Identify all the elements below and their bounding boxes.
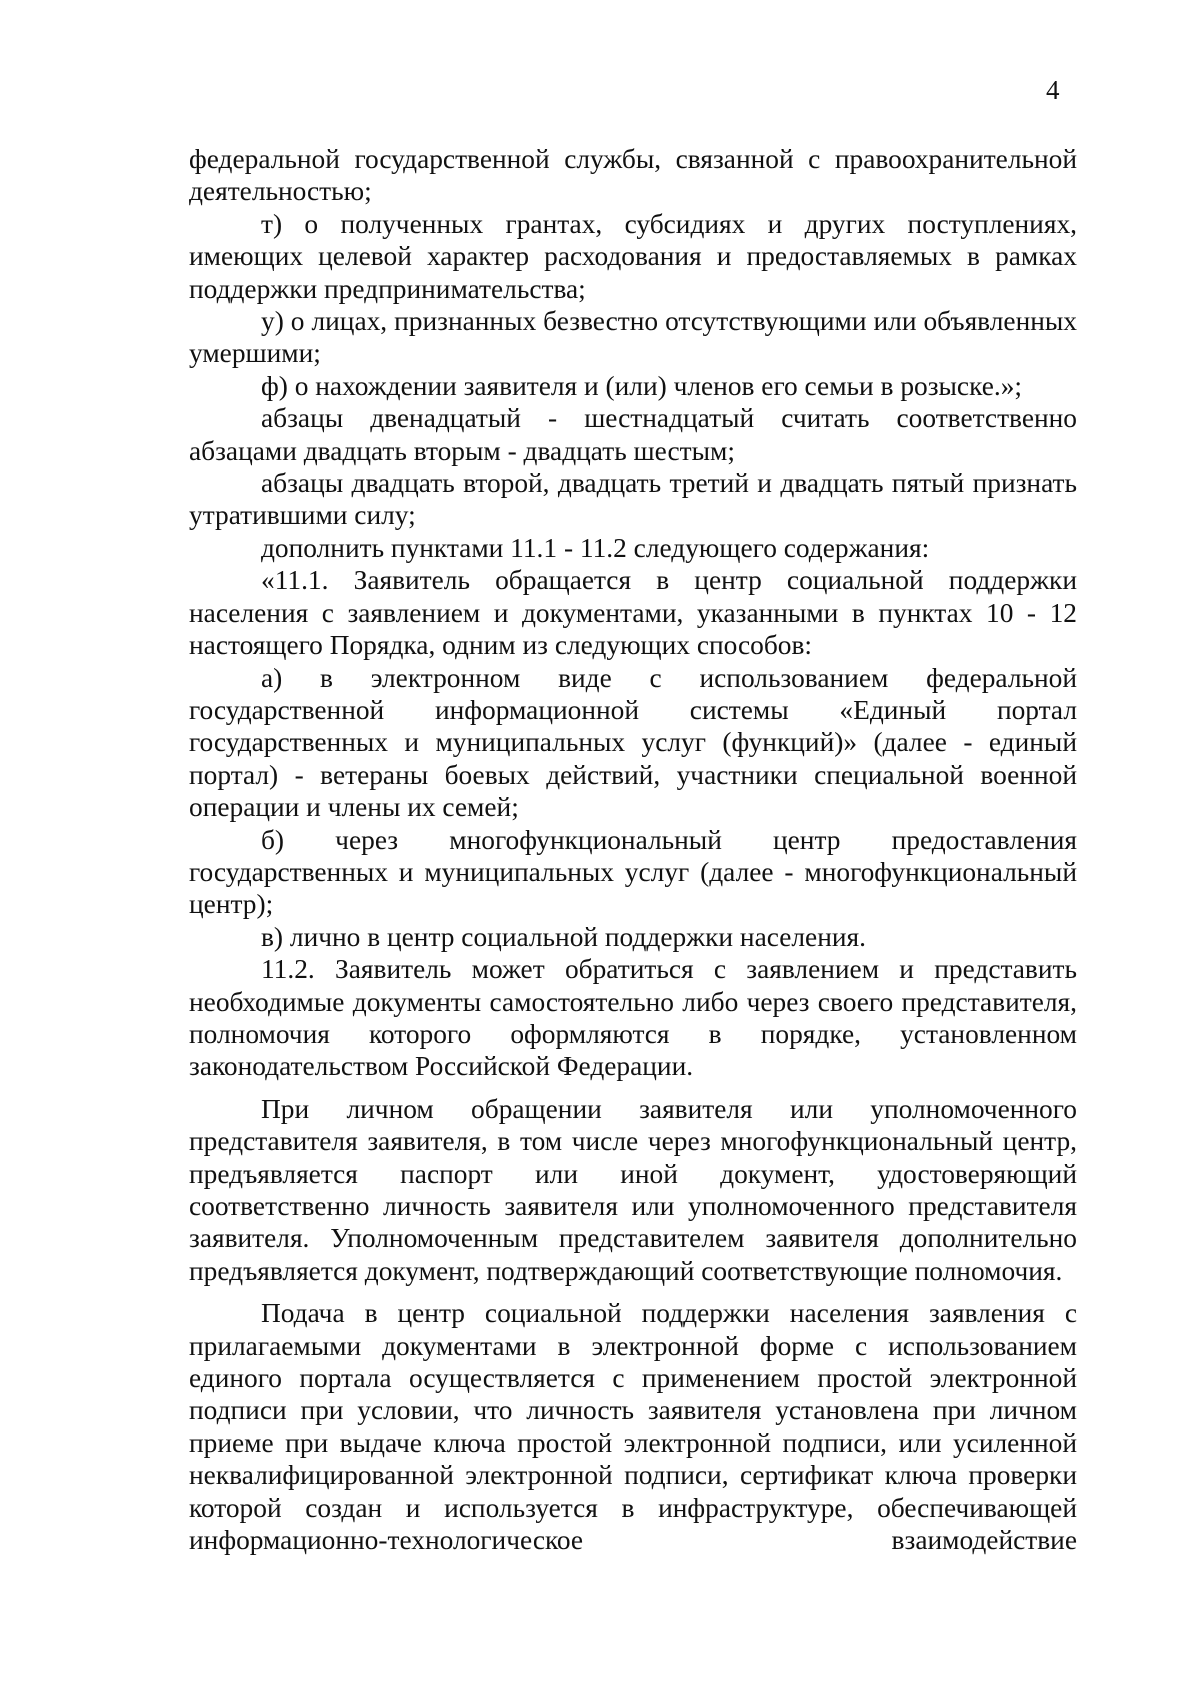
paragraph: абзацы двадцать второй, двадцать третий и двадцать пятый признать утратившими силу;	[189, 468, 1077, 531]
paragraph: т) о полученных грантах, субсидиях и других поступлениях, имеющих целевой характер расходования и предоставляемых в рамках поддержки предпринимательства;	[189, 208, 1077, 304]
document-body	[189, 143, 1077, 1556]
paragraph: Подача в центр социальной поддержки населения заявления с прилагаемыми документами в электронной форме с использованием единого портала осуществляется с применением простой электронной подписи при условии, что личность заявителя установлена при личном приеме при выдаче ключа простой электронной подписи, или усиленной неквалифицированной электронной подписи, сертификат ключа проверки которой создан и используется в инфраструктуре, обеспечивающей информационно-технологическое взаимодействие	[189, 1298, 1077, 1556]
paragraph: ф) о нахождении заявителя и (или) членов его семьи в розыске.»;	[261, 370, 1023, 401]
paragraph: б) через многофункциональный центр предоставления государственных и муниципальных услуг (далее - многофункциональный центр);	[189, 824, 1077, 920]
paragraph: дополнить пунктами 11.1 - 11.2 следующего содержания:	[261, 532, 930, 563]
paragraph: а) в электронном виде с использованием федеральной государственной информационной системы «Единый портал государственных и муниципальных услуг (функций)» (далее - единый портал) - ветераны боевых действий, участники специальной военной операции и члены их семей;	[189, 662, 1077, 823]
paragraph: в) лично в центр социальной поддержки населения.	[261, 921, 866, 952]
paragraph: федеральной государственной службы, связанной с правоохранительной деятельностью;	[189, 144, 1077, 207]
paragraph: 11.2. Заявитель может обратиться с заявлением и представить необходимые документы самостоятельно либо через своего представителя, полномочия которого оформляются в порядке, установленном законодательством Российской Федерации.	[189, 954, 1077, 1082]
page-number: 4	[1046, 75, 1060, 105]
paragraph: При личном обращении заявителя или уполномоченного представителя заявителя, в том числе через многофункциональный центр, предъявляется паспорт или иной документ, удостоверяющий соответственно личность заявителя или уполномоченного представителя заявителя. Уполномоченным представителем заявителя дополнительно предъявляется документ, подтверждающий соответствующие полномочия.	[189, 1093, 1077, 1286]
paragraph: у) о лицах, признанных безвестно отсутствующими или объявленных умершими;	[189, 306, 1077, 369]
paragraph: абзацы двенадцатый - шестнадцатый считать соответственно абзацами двадцать вторым - двадцать шестым;	[189, 403, 1077, 466]
paragraph: «11.1. Заявитель обращается в центр социальной поддержки населения с заявлением и документами, указанными в пунктах 10 - 12 настоящего Порядка, одним из следующих способов:	[189, 565, 1077, 661]
